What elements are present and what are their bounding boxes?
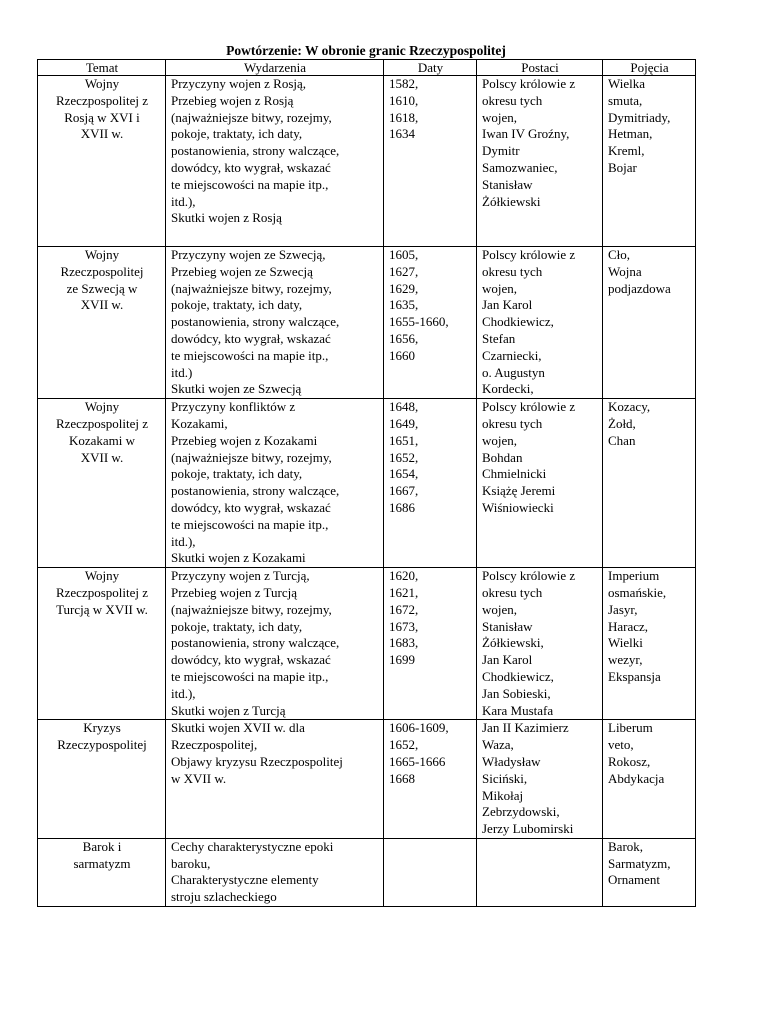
cell-line: okresu tych bbox=[482, 584, 543, 600]
dates-cell bbox=[384, 720, 477, 839]
cell-line: Ornament bbox=[608, 872, 660, 888]
cell-line: 1667, bbox=[389, 483, 419, 499]
cell-line: Waza, bbox=[482, 737, 514, 753]
cell-line: Rzeczpospolitej z bbox=[55, 415, 149, 431]
cell-line: Kara Mustafa bbox=[482, 702, 554, 718]
events-cell bbox=[166, 568, 384, 720]
cell-line: stroju szlacheckiego bbox=[171, 889, 277, 905]
cell-line: Rzeczpospolitej z bbox=[55, 584, 149, 600]
cell-line: pokoje, traktaty, ich daty, bbox=[171, 466, 303, 482]
cell-line: 1629, bbox=[389, 280, 419, 296]
cell-line: 1672, bbox=[389, 601, 419, 617]
cell-line: te miejscowości na mapie itp., bbox=[171, 516, 329, 532]
cell-line: Abdykacja bbox=[608, 770, 665, 786]
cell-line: pokoje, traktaty, ich daty, bbox=[171, 618, 303, 634]
cell-line: 1668 bbox=[389, 770, 415, 786]
cell-line: Jan Karol bbox=[482, 297, 533, 313]
cell-line: w XVII w. bbox=[171, 770, 227, 786]
header-figures: Postaci bbox=[477, 60, 603, 76]
cell-line: Stanisław bbox=[482, 176, 533, 192]
cell-line: Władysław bbox=[482, 753, 541, 769]
cell-line: Jan Karol bbox=[482, 652, 533, 668]
cell-line: 1654, bbox=[389, 466, 419, 482]
cell-line: itd.), bbox=[171, 685, 196, 701]
cell-line: Przyczyny wojen z Rosją, bbox=[171, 76, 307, 91]
cell-line: 1648, bbox=[389, 399, 419, 415]
cell-line: Kreml, bbox=[608, 143, 645, 159]
document-page bbox=[37, 42, 695, 907]
review-table bbox=[37, 59, 696, 907]
table-body bbox=[38, 76, 696, 907]
document-title: Powtórzenie: W obronie granic Rzeczypospolitej bbox=[226, 43, 506, 58]
cell-line: Jerzy Lubomirski bbox=[482, 821, 574, 837]
topic-cell bbox=[38, 568, 166, 720]
cell-line: postanowienia, strony walczące, bbox=[171, 483, 340, 499]
cell-line: 1683, bbox=[389, 635, 419, 651]
cell-line: Barok i bbox=[82, 838, 122, 854]
cell-line: Kozakami w bbox=[68, 432, 136, 448]
cell-line: Rzeczpospolitej bbox=[60, 263, 144, 279]
cell-line: Polscy królowie z bbox=[482, 568, 576, 584]
concepts-cell bbox=[603, 76, 696, 247]
dates-cell bbox=[384, 399, 477, 568]
cell-line: wojen, bbox=[482, 280, 518, 296]
events-cell bbox=[166, 76, 384, 247]
cell-line: Przebieg wojen ze Szwecją bbox=[171, 263, 313, 279]
cell-line: Wojna bbox=[608, 263, 642, 279]
cell-line: (najważniejsze bitwy, rozejmy, bbox=[171, 449, 332, 465]
topic-cell bbox=[38, 247, 166, 399]
cell-line: 1656, bbox=[389, 330, 419, 346]
cell-line: Rzeczpospolitej, bbox=[171, 737, 258, 753]
cell-line: (najważniejsze bitwy, rozejmy, bbox=[171, 601, 332, 617]
cell-line: 1652, bbox=[389, 737, 419, 753]
cell-line: Bohdan bbox=[482, 449, 523, 465]
cell-line: okresu tych bbox=[482, 263, 543, 279]
cell-line: 1634 bbox=[389, 126, 415, 142]
cell-line: Chodkiewicz, bbox=[482, 668, 554, 684]
cell-line: Cechy charakterystyczne epoki bbox=[171, 838, 334, 854]
cell-line: Żółkiewski bbox=[482, 193, 541, 209]
events-cell bbox=[166, 399, 384, 568]
cell-line: 1606-1609, bbox=[389, 720, 449, 736]
topic-cell bbox=[38, 720, 166, 839]
cell-line: pokoje, traktaty, ich daty, bbox=[171, 126, 303, 142]
dates-cell bbox=[384, 247, 477, 399]
cell-line: Jan Sobieski, bbox=[482, 685, 551, 701]
cell-line: Rosją w XVI i bbox=[64, 109, 140, 125]
cell-line: Kordecki, bbox=[482, 381, 534, 397]
cell-line: Żółkiewski, bbox=[482, 635, 544, 651]
cell-line: postanowienia, strony walczące, bbox=[171, 635, 340, 651]
figures-cell bbox=[477, 838, 603, 906]
cell-line: XVII w. bbox=[80, 297, 124, 313]
cell-line: osmańskie, bbox=[608, 584, 667, 600]
cell-line: te miejscowości na mapie itp., bbox=[171, 668, 329, 684]
cell-line: XVII w. bbox=[80, 449, 124, 465]
cell-line: Kozacy, bbox=[608, 399, 651, 415]
cell-line: Iwan IV Groźny, bbox=[482, 126, 570, 142]
cell-line: veto, bbox=[608, 737, 634, 753]
concepts-cell bbox=[603, 720, 696, 839]
cell-line: Kozakami, bbox=[171, 415, 228, 431]
cell-line: wojen, bbox=[482, 109, 518, 125]
cell-line: 1605, bbox=[389, 247, 419, 262]
cell-line: Polscy królowie z bbox=[482, 399, 576, 415]
cell-line: Książę Jeremi bbox=[482, 483, 556, 499]
cell-line: Chmielnicki bbox=[482, 466, 547, 482]
cell-line: 1652, bbox=[389, 449, 419, 465]
cell-line: (najważniejsze bitwy, rozejmy, bbox=[171, 280, 332, 296]
cell-line: wojen, bbox=[482, 432, 518, 448]
cell-line: Wojny bbox=[84, 568, 120, 584]
table-row bbox=[38, 399, 696, 568]
cell-line: 1627, bbox=[389, 263, 419, 279]
cell-line: 1655-1660, bbox=[389, 314, 449, 330]
cell-line: 1649, bbox=[389, 415, 419, 431]
cell-line: itd.) bbox=[171, 364, 193, 380]
cell-line: baroku, bbox=[171, 855, 211, 871]
cell-line: postanowienia, strony walczące, bbox=[171, 143, 340, 159]
cell-line: Rokosz, bbox=[608, 753, 651, 769]
cell-line: Polscy królowie z bbox=[482, 247, 576, 262]
cell-line: 1610, bbox=[389, 92, 419, 108]
cell-line: XVII w. bbox=[80, 126, 124, 142]
cell-line: dowódcy, kto wygrał, wskazać bbox=[171, 159, 331, 175]
concepts-cell bbox=[603, 247, 696, 399]
cell-line: dowódcy, kto wygrał, wskazać bbox=[171, 652, 331, 668]
cell-line: Skutki wojen ze Szwecją bbox=[171, 381, 302, 397]
cell-line: 1618, bbox=[389, 109, 419, 125]
topic-cell bbox=[38, 76, 166, 247]
cell-line: Dymitr bbox=[482, 143, 520, 159]
figures-cell bbox=[477, 720, 603, 839]
cell-line: Haracz, bbox=[608, 618, 649, 634]
cell-line: Kryzys bbox=[83, 720, 121, 736]
cell-line: Charakterystyczne elementy bbox=[171, 872, 319, 888]
cell-line: Wojny bbox=[84, 247, 120, 262]
cell-line: 1620, bbox=[389, 568, 419, 584]
dates-cell bbox=[384, 568, 477, 720]
cell-line: Cło, bbox=[608, 247, 631, 262]
cell-line: Rzeczpospolitej z bbox=[55, 92, 149, 108]
figures-cell bbox=[477, 568, 603, 720]
cell-line: Przyczyny wojen z Turcją, bbox=[171, 568, 310, 584]
dates-cell bbox=[384, 838, 477, 906]
cell-line: 1635, bbox=[389, 297, 419, 313]
cell-line: te miejscowości na mapie itp., bbox=[171, 347, 329, 363]
cell-line: Samozwaniec, bbox=[482, 159, 558, 175]
cell-line: wojen, bbox=[482, 601, 518, 617]
cell-line: Przyczyny konfliktów z bbox=[171, 399, 296, 415]
cell-line: Wojny bbox=[84, 399, 120, 415]
cell-line: 1699 bbox=[389, 652, 415, 668]
cell-line: 1651, bbox=[389, 432, 419, 448]
cell-line: okresu tych bbox=[482, 92, 543, 108]
figures-cell bbox=[477, 76, 603, 247]
cell-line: Skutki wojen XVII w. dla bbox=[171, 720, 305, 736]
cell-line: te miejscowości na mapie itp., bbox=[171, 176, 329, 192]
topic-cell bbox=[38, 399, 166, 568]
cell-line: 1621, bbox=[389, 584, 419, 600]
cell-line: Wielka bbox=[608, 76, 646, 91]
cell-line: Barok, bbox=[608, 838, 644, 854]
cell-line: Ekspansja bbox=[608, 668, 661, 684]
cell-line: 1673, bbox=[389, 618, 419, 634]
cell-line: Bojar bbox=[608, 159, 637, 175]
events-cell bbox=[166, 720, 384, 839]
topic-cell bbox=[38, 838, 166, 906]
cell-line: 1686 bbox=[389, 499, 415, 515]
cell-line: podjazdowa bbox=[608, 280, 671, 296]
cell-line: Chan bbox=[608, 432, 636, 448]
table-row bbox=[38, 838, 696, 906]
events-cell bbox=[166, 838, 384, 906]
cell-line: Rzeczypospolitej bbox=[57, 737, 147, 753]
table-row bbox=[38, 247, 696, 399]
cell-line: Wojny bbox=[84, 76, 120, 91]
header-events: Wydarzenia bbox=[166, 60, 384, 76]
cell-line: 1582, bbox=[389, 76, 419, 91]
cell-line: Dymitriady, bbox=[608, 109, 671, 125]
cell-line: o. Augustyn bbox=[482, 364, 545, 380]
cell-line: Jasyr, bbox=[608, 601, 638, 617]
cell-line: Przebieg wojen z Turcją bbox=[171, 584, 298, 600]
cell-line: postanowienia, strony walczące, bbox=[171, 314, 340, 330]
cell-line: Wiśniowiecki bbox=[482, 499, 554, 515]
cell-line: Przebieg wojen z Kozakami bbox=[171, 432, 318, 448]
cell-line: pokoje, traktaty, ich daty, bbox=[171, 297, 303, 313]
concepts-cell bbox=[603, 838, 696, 906]
cell-line: Skutki wojen z Kozakami bbox=[171, 550, 306, 566]
cell-line: Wielki bbox=[608, 635, 643, 651]
cell-line: (najważniejsze bitwy, rozejmy, bbox=[171, 109, 332, 125]
cell-line: 1665-1666 bbox=[389, 753, 446, 769]
cell-line: Sarmatyzm, bbox=[608, 855, 671, 871]
cell-line: sarmatyzm bbox=[73, 855, 131, 871]
cell-line: wezyr, bbox=[608, 652, 643, 668]
cell-line: Skutki wojen z Turcją bbox=[171, 702, 286, 718]
concepts-cell bbox=[603, 399, 696, 568]
cell-line: Turcją w XVII w. bbox=[56, 601, 148, 617]
cell-line: Chodkiewicz, bbox=[482, 314, 554, 330]
cell-line: dowódcy, kto wygrał, wskazać bbox=[171, 330, 331, 346]
header-row bbox=[38, 60, 696, 76]
cell-line: Przyczyny wojen ze Szwecją, bbox=[171, 247, 326, 262]
cell-line: Żołd, bbox=[608, 415, 636, 431]
cell-line: Objawy kryzysu Rzeczpospolitej bbox=[171, 753, 343, 769]
figures-cell bbox=[477, 247, 603, 399]
cell-line: Przebieg wojen z Rosją bbox=[171, 92, 294, 108]
dates-cell bbox=[384, 76, 477, 247]
header-dates: Daty bbox=[384, 60, 477, 76]
header-concepts: Pojęcia bbox=[603, 60, 696, 76]
cell-line: itd.), bbox=[171, 533, 196, 549]
events-cell bbox=[166, 247, 384, 399]
cell-line: Hetman, bbox=[608, 126, 653, 142]
cell-line: Zebrzydowski, bbox=[482, 804, 560, 820]
cell-line: Mikołaj bbox=[482, 787, 524, 803]
cell-line: Stanisław bbox=[482, 618, 533, 634]
table-row bbox=[38, 568, 696, 720]
cell-line: itd.), bbox=[171, 193, 196, 209]
cell-line: Stefan bbox=[482, 330, 516, 346]
header-topic: Temat bbox=[38, 60, 166, 76]
cell-line: Czarniecki, bbox=[482, 347, 542, 363]
cell-line: Imperium bbox=[608, 568, 660, 584]
figures-cell bbox=[477, 399, 603, 568]
concepts-cell bbox=[603, 568, 696, 720]
cell-line: Skutki wojen z Rosją bbox=[171, 210, 282, 226]
cell-line: Liberum bbox=[608, 720, 653, 736]
cell-line: Polscy królowie z bbox=[482, 76, 576, 91]
cell-line: 1660 bbox=[389, 347, 415, 363]
cell-line: Siciński, bbox=[482, 770, 528, 786]
cell-line: okresu tych bbox=[482, 415, 543, 431]
cell-line: ze Szwecją w bbox=[66, 280, 138, 296]
cell-line: dowódcy, kto wygrał, wskazać bbox=[171, 499, 331, 515]
cell-line: Jan II Kazimierz bbox=[482, 720, 569, 736]
cell-line: smuta, bbox=[608, 92, 643, 108]
table-row bbox=[38, 76, 696, 247]
table-row bbox=[38, 720, 696, 839]
